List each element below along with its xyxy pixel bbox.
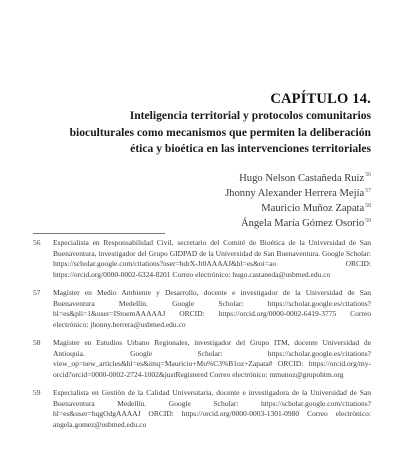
footnote-text[interactable]: Magíster en Estudios Urbano Regionales, investigador del Grupo ITM, docente Universidad de Antioquia. Google Scholar: https://scholar.google.es/citations?view_op=new_articles&hl=es&imq=Mauricio+Mu%C3%B1oz+Zapata# ORCID: https://orcid.org/my-orcid?orcid=0000-0002-2724-1002&justRegistered Correo electrónico: mmunoz@grupohtm.org [53,337,371,379]
footnote [33,238,371,280]
footnote-number: 59 [33,387,41,397]
author-list [225,171,371,231]
footnote [33,338,371,380]
chapter-title [40,108,371,158]
footnote [33,288,371,330]
author [225,201,371,216]
author-name: Ángela María Gómez Osorio [240,218,365,230]
footnote-number: 57 [33,287,41,297]
author [225,186,371,201]
author-name: Mauricio Muñoz Zapata [261,203,365,215]
footnote-number: 56 [33,238,41,247]
footnote-separator [33,233,165,234]
chapter-title-line: ética y bioética en las intervenciones territoriales [130,142,371,156]
footnote-text[interactable]: Magíster en Medio Ambiente y Desarrollo, docente e investigador de la Universidad de San Buenaventura Medellín. Google Scholar: https://scholar.google.es/citations?hl=es&pli=1&user=IStoemAAAAAJ ORCID: https://orcid.org/0000-0002-6419-3775 Correo electrónico: jhonny.herrera@usbmed.edu.co [53,287,371,329]
footnote-ref[interactable]: 58 [365,202,371,209]
author [225,171,371,186]
footnote [33,388,371,430]
footnote-text[interactable]: Especialista en Responsabilidad Civil, secretario del Comité de Bioética de la Universidad de San Buenaventura, investigador del Grupo GIDPAD de la Universidad de San Buenaventura. Google Scholar: https://scholar.google.com/citations?user=bdrX-Jt0AAAAJ&hl=es&oi=ao ORCID: https://orcid.org/0000-0002-6324-8201 Correo electrónico: hugo.castaneda@usbmed.edu.co [53,238,371,279]
footnote-ref[interactable]: 56 [365,172,371,179]
author-name: Jhonny Alexander Herrera Mejía [225,188,365,200]
author [225,216,371,231]
footnote-text[interactable]: Especialista en Gestión de la Calidad Universitaria, docente e investigadora de la Universidad de San Buenaventura Medellín. Google Scholar: https://scholar.google.com/citations?hl=es&user=hqgOdgAAAAJ ORCID: https://orcid.org/0000-0003-1301-0980 Correo electrónico: angela.gomez@usbmed.edu.co [53,387,371,429]
footnotes [33,238,371,438]
chapter-title-line: Inteligencia territorial y protocolos comunitarios [129,109,371,122]
footnote-ref[interactable]: 59 [365,217,371,224]
footnote-number: 58 [33,337,41,347]
chapter-title-line: bioculturales como mecanismos que permiten la deliberación [69,125,371,139]
chapter-label: CAPÍTULO 14. [270,91,371,107]
author-name: Hugo Nelson Castañeda Ruiz [239,173,365,184]
footnote-ref[interactable]: 57 [365,187,371,194]
